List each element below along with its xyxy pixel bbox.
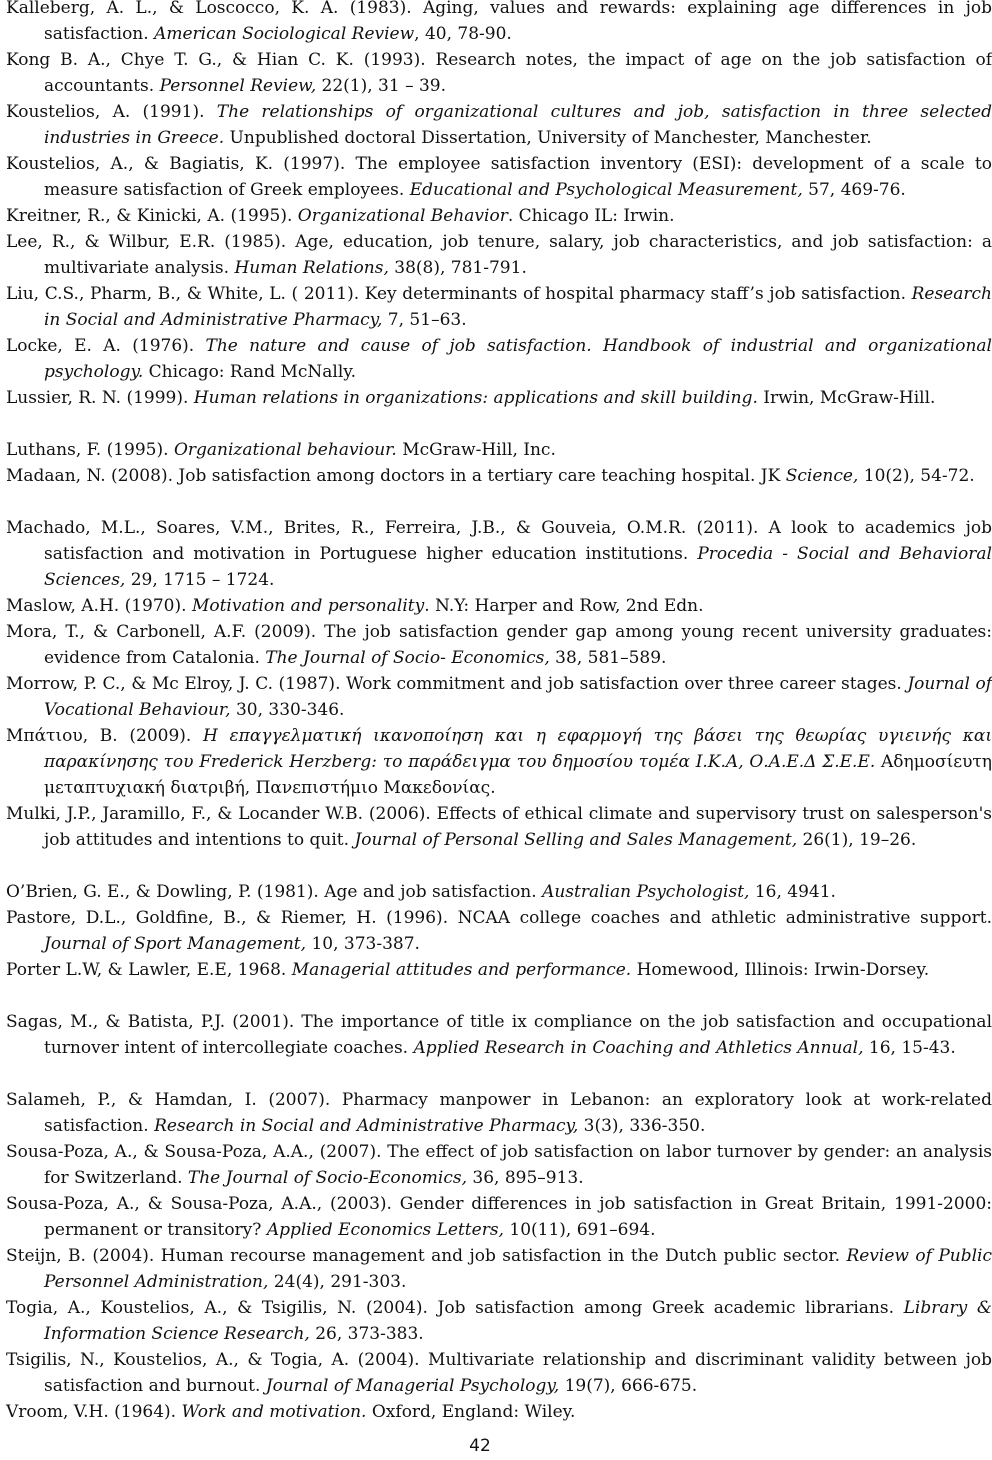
reference-entry: Sagas, M., & Batista, P.J. (2001). The importance of title ix compliance on the job satisfaction and occupational turnover intent of intercollegiate coaches. Applied Research in Coaching and Athletics Annual, 16, 15-43. (6, 1012, 992, 1059)
reference-entry: Morrow, P. C., & Mc Elroy, J. C. (1987). Work commitment and job satisfaction over three career stages. Journal of Vocational Behaviour, 30, 330-346. (6, 674, 992, 721)
reference-entry: Kalleberg, A. L., & Loscocco, K. A. (1983). Aging, values and rewards: explaining age differences in job satisfaction. American Sociological Review, 40, 78-90. (6, 0, 992, 45)
reference-entry: Liu, C.S., Pharm, B., & White, L. ( 2011). Key determinants of hospital pharmacy staff’s job satisfaction. Research in Social and Administrative Pharmacy, 7, 51–63. (6, 284, 992, 331)
reference-entry: Koustelios, A., & Bagiatis, K. (1997). The employee satisfaction inventory (ESI): development of a scale to measure satisfaction of Greek employees. Educational and Psychological Measurement, 57, 469-76. (6, 154, 992, 201)
reference-entry: Mulki, J.P., Jaramillo, F., & Locander W.B. (2006). Effects of ethical climate and supervisory trust on salesperson's job attitudes and intentions to quit. Journal of Personal Selling and Sales Management, 26(1), 19–26. (6, 804, 992, 851)
reference-entry: Lee, R., & Wilbur, E.R. (1985). Age, education, job tenure, salary, job characteristics, and job satisfaction: a multivariate analysis. Human Relations, 38(8), 781-791. (6, 232, 992, 279)
reference-entry: Sousa-Poza, A., & Sousa-Poza, A.A., (2007). The effect of job satisfaction on labor turnover by gender: an analysis for Switzerland. The Journal of Socio-Economics, 36, 895–913. (6, 1142, 992, 1189)
reference-entry: Kong B. A., Chye T. G., & Hian C. K. (1993). Research notes, the impact of age on the job satisfaction of accountants. Personnel Review, 22(1), 31 – 39. (6, 50, 992, 97)
reference-entry: Μπάτιου, Β. (2009). Η επαγγελματική ικανοποίηση και η εφαρμογή της βάσει της θεωρίας υγιεινής και παρακίνησης του Frederick Herzberg: το παράδειγμα του δημοσίου τομέα Ι.Κ.Α, Ο.Α.Ε.Δ Σ.Ε.Ε. Αδημοσίευτη μεταπτυχιακή διατριβή, Πανεπιστήμιο Μακεδονίας. (6, 726, 992, 799)
reference-entry: Locke, E. A. (1976). The nature and cause of job satisfaction. Handbook of industrial and organizational psychology. Chicago: Rand McNally. (6, 336, 992, 383)
reference-entry: Sousa-Poza, A., & Sousa-Poza, A.A., (2003). Gender differences in job satisfaction in Great Britain, 1991-2000: permanent or transitory? Applied Economics Letters, 10(11), 691–694. (6, 1194, 992, 1241)
reference-entry: Salameh, P., & Hamdan, I. (2007). Pharmacy manpower in Lebanon: an exploratory look at work-related satisfaction. Research in Social and Administrative Pharmacy, 3(3), 336-350. (6, 1090, 992, 1137)
reference-entry: Togia, A., Koustelios, A., & Tsigilis, N. (2004). Job satisfaction among Greek academic librarians. Library & Information Science Research, 26, 373-383. (6, 1298, 992, 1345)
reference-entry: Pastore, D.L., Goldfine, B., & Riemer, H. (1996). NCAA college coaches and athletic administrative support. Journal of Sport Management, 10, 373-387. (6, 908, 992, 955)
reference-entry: Luthans, F. (1995). Organizational behaviour. McGraw-Hill, Inc. (6, 440, 556, 460)
reference-entry: Tsigilis, N., Koustelios, A., & Togia, A. (2004). Multivariate relationship and discriminant validity between job satisfaction and burnout. Journal of Managerial Psychology, 19(7), 666-675. (6, 1350, 992, 1397)
page-number: 42 (469, 1436, 491, 1456)
reference-entry: Lussier, R. N. (1999). Human relations in organizations: applications and skill building. Irwin, McGraw-Hill. (6, 388, 936, 408)
reference-entry: Vroom, V.H. (1964). Work and motivation. Oxford, England: Wiley. (6, 1402, 576, 1422)
reference-entry: O’Brien, G. E., & Dowling, P. (1981). Age and job satisfaction. Australian Psychologist, 16, 4941. (6, 882, 836, 902)
reference-entry: Madaan, N. (2008). Job satisfaction among doctors in a tertiary care teaching hospital. JK Science, 10(2), 54-72. (6, 466, 975, 486)
reference-entry: Kreitner, R., & Kinicki, A. (1995). Organizational Behavior. Chicago IL: Irwin. (6, 206, 675, 226)
reference-entry: Maslow, A.H. (1970). Motivation and personality. N.Y: Harper and Row, 2nd Edn. (6, 596, 704, 616)
reference-entry: Steijn, B. (2004). Human recourse management and job satisfaction in the Dutch public sector. Review of Public Personnel Administration, 24(4), 291-303. (6, 1246, 992, 1293)
reference-entry: Porter L.W, & Lawler, E.E, 1968. Managerial attitudes and performance. Homewood, Illinois: Irwin-Dorsey. (6, 960, 930, 980)
reference-entry: Mora, T., & Carbonell, A.F. (2009). The job satisfaction gender gap among young recent university graduates: evidence from Catalonia. The Journal of Socio- Economics, 38, 581–589. (6, 622, 992, 669)
reference-entry: Koustelios, A. (1991). The relationships of organizational cultures and job, satisfaction in three selected industries in Greece. Unpublished doctoral Dissertation, University of Manchester, Manchester. (6, 102, 992, 149)
reference-entry: Machado, M.L., Soares, V.M., Brites, R., Ferreira, J.B., & Gouveia, O.M.R. (2011). A look to academics job satisfaction and motivation in Portuguese higher education institutions. Procedia - Social and Behavioral Sciences, 29, 1715 – 1724. (6, 518, 992, 591)
